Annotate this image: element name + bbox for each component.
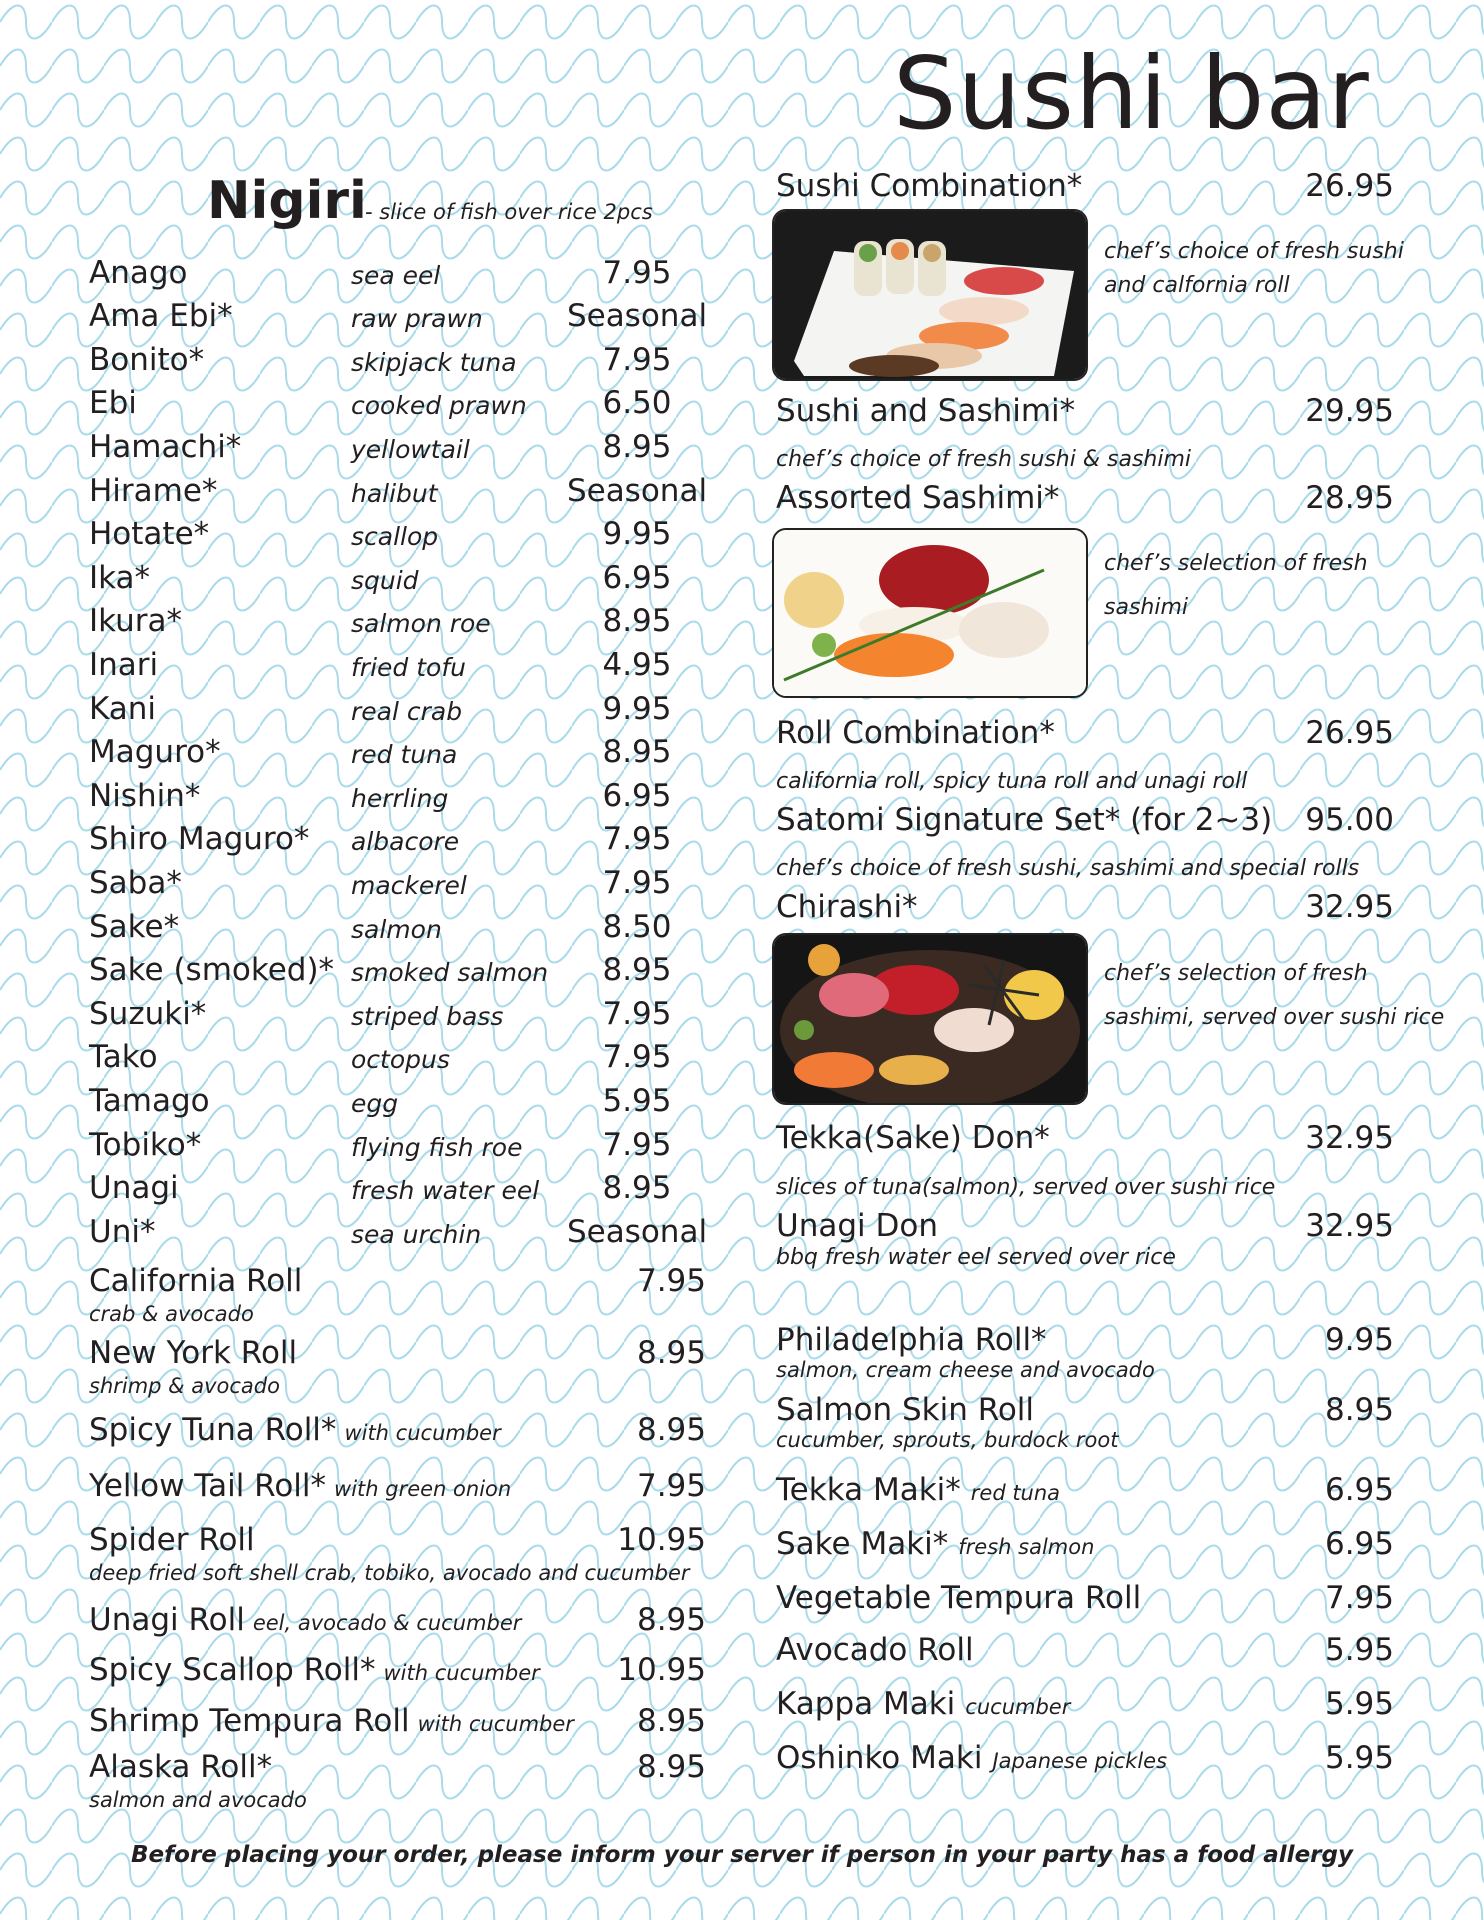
nigiri-desc: flying fish roe xyxy=(351,1133,523,1162)
nigiri-desc: halibut xyxy=(351,479,438,508)
roll-price: 9.95 xyxy=(1324,1322,1394,1358)
nigiri-price: Seasonal xyxy=(566,1214,708,1250)
roll-name: Philadelphia Roll* xyxy=(776,1322,1047,1358)
special-name: Unagi Don xyxy=(776,1208,938,1244)
roll-price: 10.95 xyxy=(617,1522,706,1558)
nigiri-name: Tobiko* xyxy=(89,1127,202,1163)
roll-price: 8.95 xyxy=(636,1335,706,1371)
nigiri-price: 5.95 xyxy=(602,1083,672,1119)
special-name: Assorted Sashimi* xyxy=(776,480,1060,516)
roll-desc: cucumber, sprouts, burdock root xyxy=(776,1428,1119,1452)
nigiri-name: Ikura* xyxy=(89,603,183,639)
nigiri-desc: real crab xyxy=(351,697,463,726)
roll-inline-desc: cucumber xyxy=(965,1695,1071,1719)
roll-item xyxy=(89,1263,303,1299)
roll-name: Salmon Skin Roll xyxy=(776,1392,1035,1428)
nigiri-desc: scallop xyxy=(351,522,439,551)
special-desc: chef’s choice of fresh sushi xyxy=(1104,239,1404,264)
nigiri-name: Saba* xyxy=(89,865,182,901)
roll-name: Vegetable Tempura Roll xyxy=(776,1580,1142,1616)
nigiri-name: Nishin* xyxy=(89,778,201,814)
nigiri-desc: cooked prawn xyxy=(351,391,527,420)
nigiri-price: 7.95 xyxy=(602,996,672,1032)
nigiri-price: 8.95 xyxy=(602,1170,672,1206)
roll-desc: crab & avocado xyxy=(89,1302,254,1326)
roll-item xyxy=(89,1703,574,1739)
nigiri-name: Unagi xyxy=(89,1170,179,1206)
special-price: 26.95 xyxy=(1305,168,1394,204)
nigiri-title: Nigiri xyxy=(207,171,367,231)
special-desc: chef’s choice of fresh sushi & sashimi xyxy=(776,447,1192,472)
nigiri-price: 9.95 xyxy=(602,691,672,727)
special-desc: bbq fresh water eel served over rice xyxy=(776,1245,1176,1270)
roll-name: Spider Roll xyxy=(89,1522,255,1558)
nigiri-desc: striped bass xyxy=(351,1002,504,1031)
roll-price: 7.95 xyxy=(636,1468,706,1504)
nigiri-name: Maguro* xyxy=(89,734,221,770)
nigiri-price: 7.95 xyxy=(602,342,672,378)
special-name: Sushi and Sashimi* xyxy=(776,393,1076,429)
special-price: 28.95 xyxy=(1305,480,1394,516)
roll-price: 8.95 xyxy=(636,1749,706,1785)
roll-desc: salmon and avocado xyxy=(89,1788,307,1812)
nigiri-name: Sake* xyxy=(89,909,180,945)
nigiri-name: Tamago xyxy=(89,1083,210,1119)
nigiri-price: 4.95 xyxy=(602,647,672,683)
roll-item xyxy=(776,1632,974,1668)
nigiri-price: 8.95 xyxy=(602,952,672,988)
special-price: 26.95 xyxy=(1305,715,1394,751)
menu-title: Sushi bar xyxy=(893,35,1370,152)
special-price: 32.95 xyxy=(1305,1120,1394,1156)
special-desc: chef’s choice of fresh sushi, sashimi and special rolls xyxy=(776,856,1360,881)
roll-inline-desc: with green onion xyxy=(334,1477,512,1501)
nigiri-price: 8.50 xyxy=(602,909,672,945)
special-name: Roll Combination* xyxy=(776,715,1055,751)
roll-desc: salmon, cream cheese and avocado xyxy=(776,1358,1155,1382)
nigiri-price: 7.95 xyxy=(602,1127,672,1163)
roll-inline-desc: red tuna xyxy=(970,1481,1061,1505)
roll-item xyxy=(89,1412,501,1448)
roll-inline-desc: fresh salmon xyxy=(958,1535,1095,1559)
nigiri-price: 6.95 xyxy=(602,778,672,814)
nigiri-price: 6.95 xyxy=(602,560,672,596)
roll-name: New York Roll xyxy=(89,1335,298,1371)
roll-name: Unagi Roll xyxy=(89,1602,245,1638)
nigiri-name: Kani xyxy=(89,691,157,727)
roll-item xyxy=(776,1392,1035,1428)
nigiri-desc: smoked salmon xyxy=(351,958,549,987)
nigiri-price: 8.95 xyxy=(602,734,672,770)
sushi-combination-photo xyxy=(772,209,1088,381)
nigiri-desc: fresh water eel xyxy=(351,1176,540,1205)
roll-item xyxy=(776,1526,1095,1562)
roll-price: 8.95 xyxy=(1324,1392,1394,1428)
nigiri-price: 7.95 xyxy=(602,255,672,291)
roll-name: Alaska Roll* xyxy=(89,1749,273,1785)
special-name: Sushi Combination* xyxy=(776,168,1083,204)
nigiri-subtitle: - slice of fish over rice 2pcs xyxy=(365,200,653,224)
roll-inline-desc: with cucumber xyxy=(383,1661,540,1685)
nigiri-price: 7.95 xyxy=(602,821,672,857)
nigiri-desc: raw prawn xyxy=(351,304,483,333)
assorted-sashimi-photo xyxy=(772,528,1088,698)
nigiri-name: Uni* xyxy=(89,1214,156,1250)
nigiri-desc: mackerel xyxy=(351,871,467,900)
roll-price: 8.95 xyxy=(636,1412,706,1448)
nigiri-name: Hirame* xyxy=(89,473,218,509)
nigiri-name: Ika* xyxy=(89,560,151,596)
nigiri-price: 7.95 xyxy=(602,1039,672,1075)
nigiri-price: 7.95 xyxy=(602,865,672,901)
nigiri-desc: skipjack tuna xyxy=(351,348,517,377)
nigiri-desc: albacore xyxy=(351,827,460,856)
nigiri-name: Suzuki* xyxy=(89,996,207,1032)
special-price: 95.00 xyxy=(1305,802,1394,838)
roll-item xyxy=(89,1522,255,1558)
nigiri-desc: red tuna xyxy=(351,740,458,769)
roll-price: 5.95 xyxy=(1324,1740,1394,1776)
roll-item xyxy=(89,1749,273,1785)
nigiri-desc: herrling xyxy=(351,784,449,813)
roll-item xyxy=(776,1472,1061,1508)
roll-inline-desc: with cucumber xyxy=(417,1712,574,1736)
special-desc: california roll, spicy tuna roll and unagi roll xyxy=(776,769,1248,794)
special-name: Satomi Signature Set* (for 2~3) xyxy=(776,802,1273,838)
nigiri-name: Bonito* xyxy=(89,342,205,378)
roll-inline-desc: Japanese pickles xyxy=(992,1749,1168,1773)
nigiri-desc: egg xyxy=(351,1089,399,1118)
special-desc: and calfornia roll xyxy=(1104,273,1290,298)
nigiri-name: Anago xyxy=(89,255,188,291)
nigiri-desc: sea urchin xyxy=(351,1220,482,1249)
roll-item xyxy=(89,1652,540,1688)
nigiri-name: Shiro Maguro* xyxy=(89,821,310,857)
nigiri-desc: yellowtail xyxy=(351,435,470,464)
roll-name: Kappa Maki xyxy=(776,1686,956,1722)
special-desc: sashimi xyxy=(1104,595,1189,620)
nigiri-price: Seasonal xyxy=(566,298,708,334)
roll-name: Yellow Tail Roll* xyxy=(89,1468,327,1504)
roll-name: Spicy Scallop Roll* xyxy=(89,1652,376,1688)
roll-item xyxy=(89,1335,298,1371)
roll-inline-desc: with cucumber xyxy=(344,1421,501,1445)
special-price: 32.95 xyxy=(1305,889,1394,925)
nigiri-desc: salmon xyxy=(351,915,442,944)
roll-price: 10.95 xyxy=(617,1652,706,1688)
nigiri-price: 8.95 xyxy=(602,603,672,639)
nigiri-desc: fried tofu xyxy=(351,653,466,682)
nigiri-price: 9.95 xyxy=(602,516,672,552)
roll-price: 5.95 xyxy=(1324,1632,1394,1668)
roll-item xyxy=(776,1322,1047,1358)
roll-price: 8.95 xyxy=(636,1703,706,1739)
roll-item xyxy=(776,1580,1142,1616)
roll-name: Oshinko Maki xyxy=(776,1740,983,1776)
roll-price: 6.95 xyxy=(1324,1526,1394,1562)
roll-name: Tekka Maki* xyxy=(776,1472,961,1508)
special-name: Tekka(Sake) Don* xyxy=(776,1120,1050,1156)
nigiri-name: Ebi xyxy=(89,385,137,421)
nigiri-name: Ama Ebi* xyxy=(89,298,233,334)
allergy-notice: Before placing your order, please inform your server if person in your party has a food allergy xyxy=(131,1842,1353,1868)
nigiri-name: Hamachi* xyxy=(89,429,242,465)
roll-price: 7.95 xyxy=(1324,1580,1394,1616)
roll-name: Spicy Tuna Roll* xyxy=(89,1412,337,1448)
special-name: Chirashi* xyxy=(776,889,918,925)
roll-item xyxy=(89,1602,522,1638)
roll-price: 6.95 xyxy=(1324,1472,1394,1508)
roll-item xyxy=(776,1740,1168,1776)
special-desc: chef’s selection of fresh xyxy=(1104,961,1368,986)
roll-item xyxy=(89,1468,512,1504)
nigiri-price: 8.95 xyxy=(602,429,672,465)
roll-name: California Roll xyxy=(89,1263,303,1299)
nigiri-desc: squid xyxy=(351,566,419,595)
roll-name: Sake Maki* xyxy=(776,1526,949,1562)
nigiri-desc: octopus xyxy=(351,1045,450,1074)
roll-name: Avocado Roll xyxy=(776,1632,974,1668)
roll-price: 5.95 xyxy=(1324,1686,1394,1722)
special-price: 29.95 xyxy=(1305,393,1394,429)
nigiri-desc: salmon roe xyxy=(351,609,491,638)
nigiri-name: Tako xyxy=(89,1039,158,1075)
roll-item xyxy=(776,1686,1071,1722)
roll-inline-desc: eel, avocado & cucumber xyxy=(252,1611,522,1635)
chirashi-photo xyxy=(772,933,1088,1105)
roll-price: 8.95 xyxy=(636,1602,706,1638)
roll-desc: shrimp & avocado xyxy=(89,1374,280,1398)
special-desc: slices of tuna(salmon), served over sushi rice xyxy=(776,1175,1276,1200)
roll-price: 7.95 xyxy=(636,1263,706,1299)
nigiri-name: Inari xyxy=(89,647,159,683)
nigiri-name: Sake (smoked)* xyxy=(89,952,335,988)
nigiri-price: Seasonal xyxy=(566,473,708,509)
special-price: 32.95 xyxy=(1305,1208,1394,1244)
special-desc: sashimi, served over sushi rice xyxy=(1104,1005,1445,1030)
nigiri-desc: sea eel xyxy=(351,261,441,290)
roll-desc: deep fried soft shell crab, tobiko, avocado and cucumber xyxy=(89,1561,690,1585)
nigiri-name: Hotate* xyxy=(89,516,210,552)
special-desc: chef’s selection of fresh xyxy=(1104,551,1368,576)
nigiri-price: 6.50 xyxy=(602,385,672,421)
roll-name: Shrimp Tempura Roll xyxy=(89,1703,410,1739)
